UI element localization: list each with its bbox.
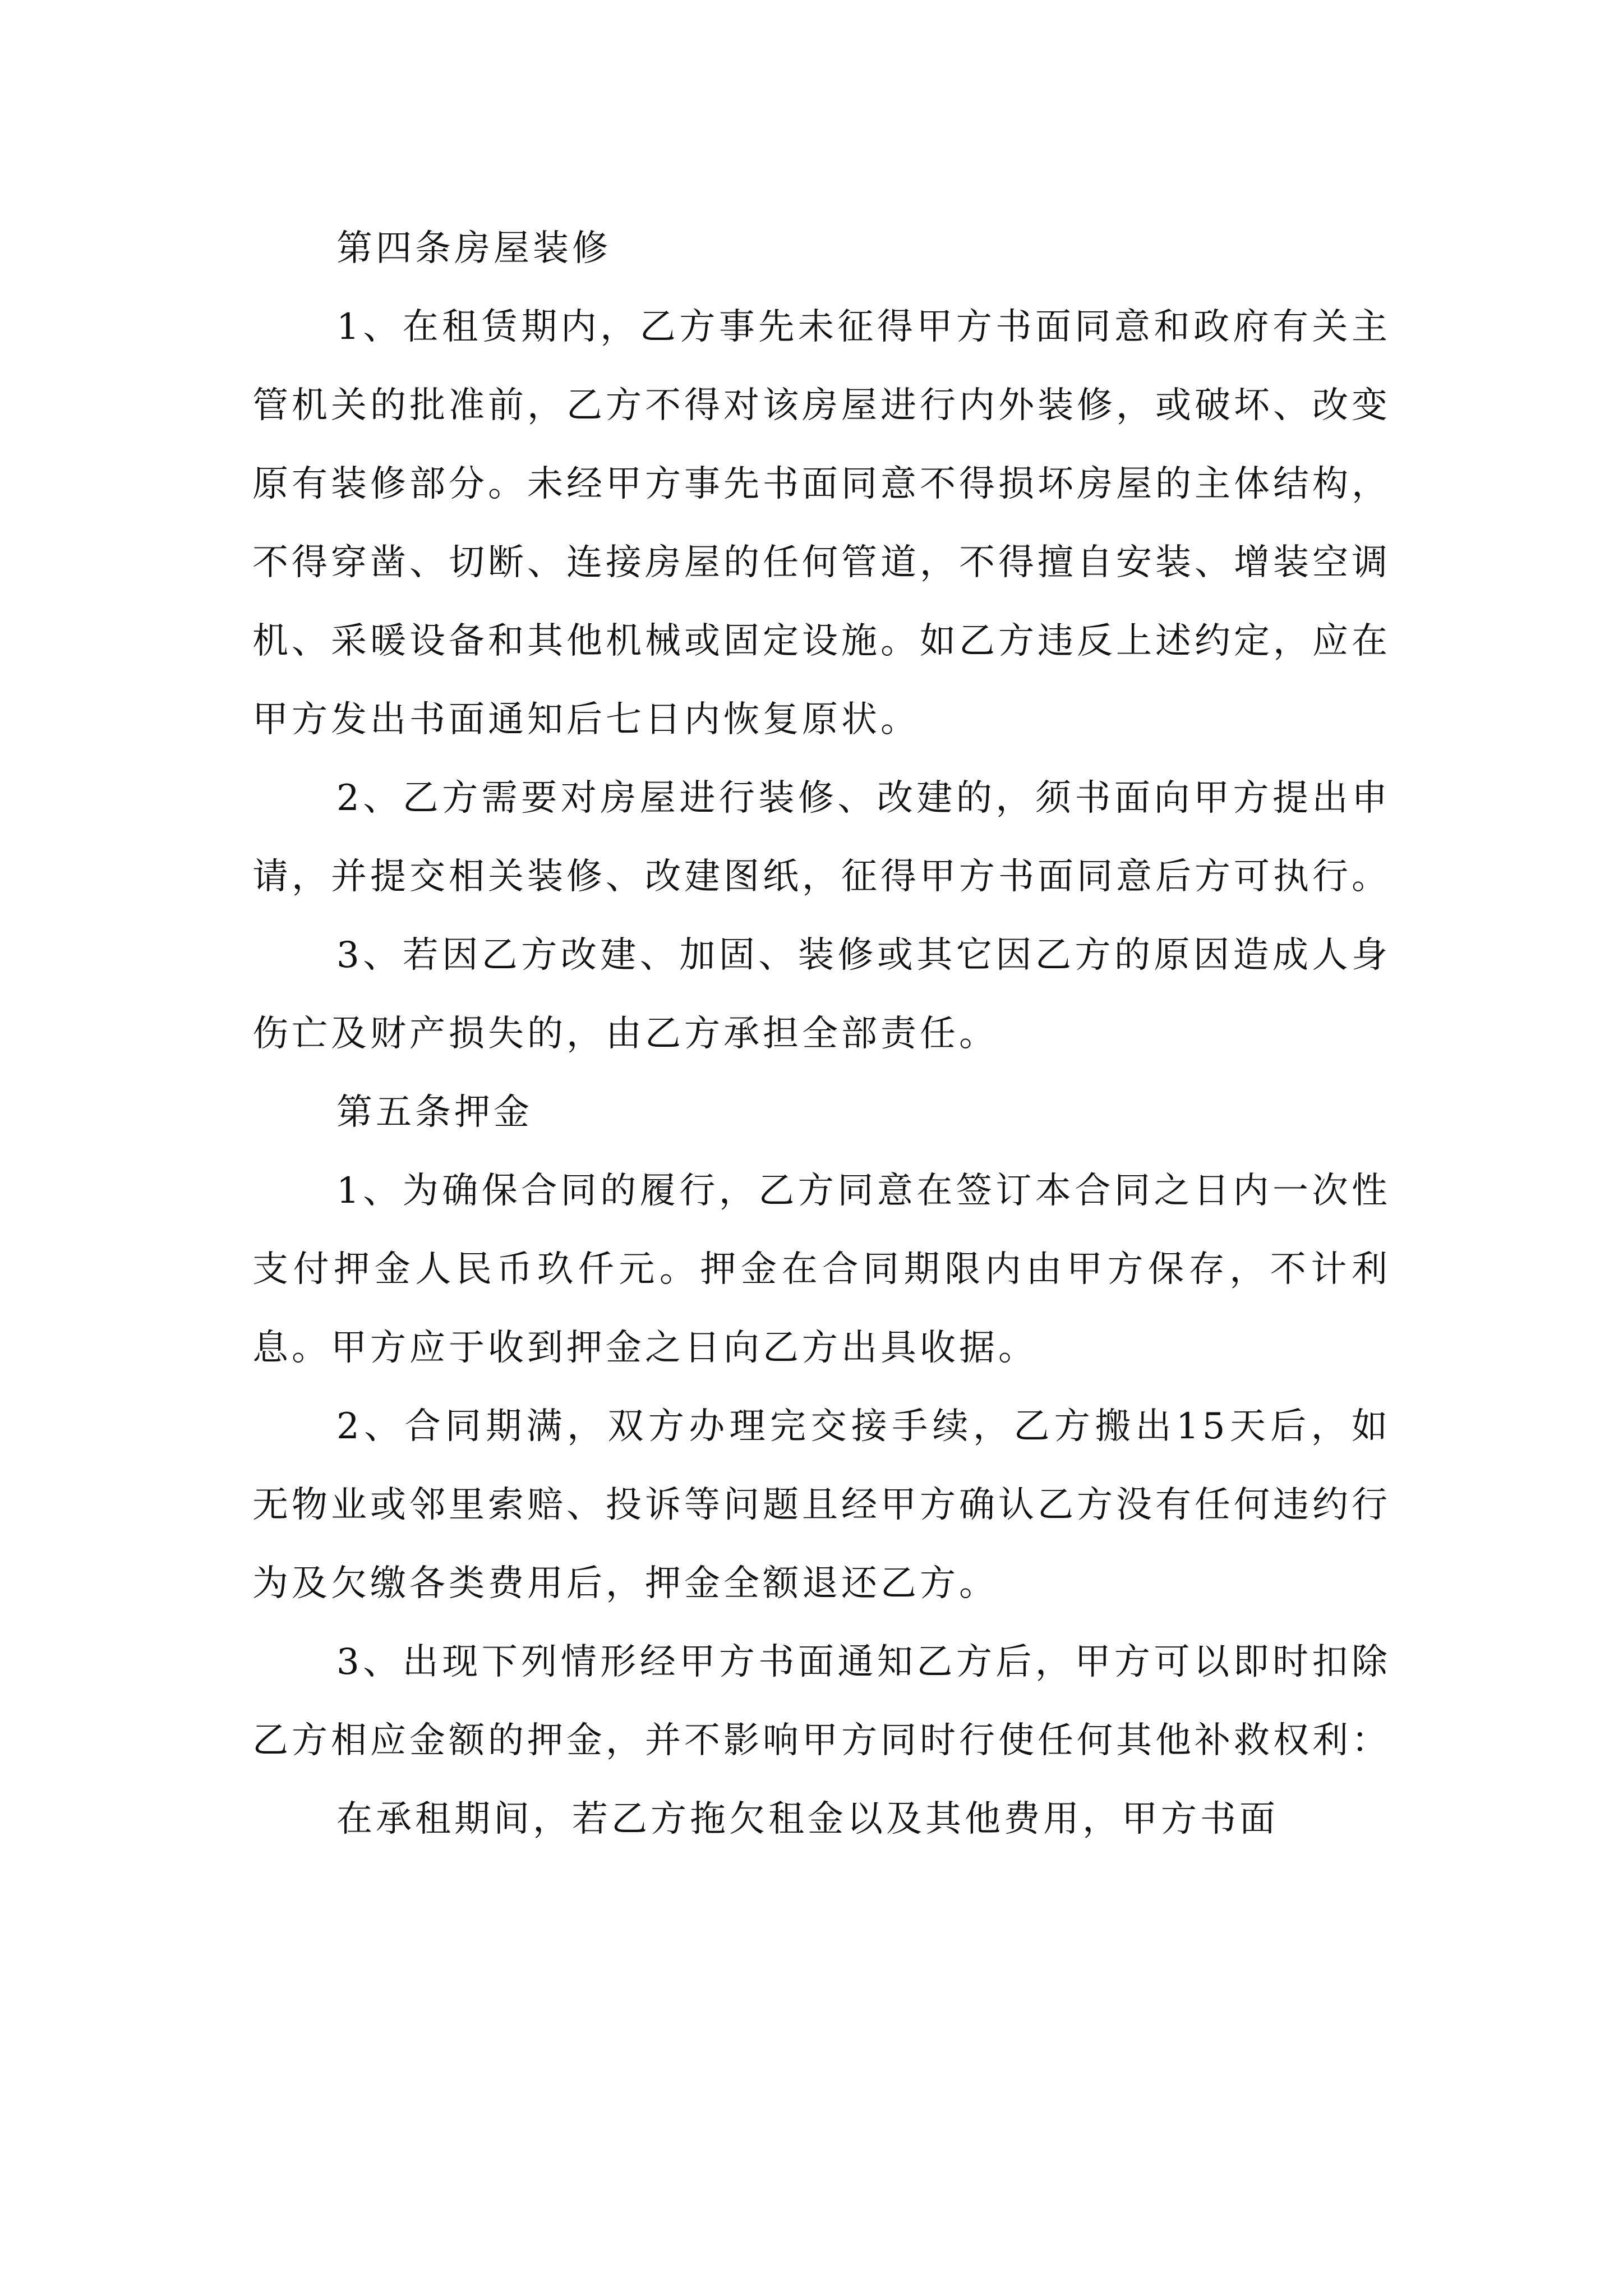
section-5-paragraph-1: 1、为确保合同的履行，乙方同意在签订本合同之日内一次性支付押金人民币玖仟元。押金在合同期限内由甲方保存，不计利息。甲方应于收到押金之日向乙方出具收据。 — [252, 1170, 1391, 1369]
section-5-paragraph-2: 2、合同期满，双方办理完交接手续，乙方搬出15天后，如无物业或邻里索赔、投诉等问题且经甲方确认乙方没有任何违约行为及欠缴各类费用后，押金全额退还乙方。 — [252, 1406, 1391, 1604]
section-4-heading: 第四条房屋装修 — [336, 228, 611, 269]
section-4-paragraph-2: 2、乙方需要对房屋进行装修、改建的，须书面向甲方提出申请，并提交相关装修、改建图纸，征得甲方书面同意后方可执行。 — [252, 777, 1391, 898]
section-5-paragraph-4: 在承租期间，若乙方拖欠租金以及其他费用，甲方书面 — [336, 1798, 1279, 1840]
document-body — [252, 209, 1391, 1858]
section-4-paragraph-3: 3、若因乙方改建、加固、装修或其它因乙方的原因造成人身伤亡及财产损失的，由乙方承担全部责任。 — [252, 935, 1391, 1055]
section-5-heading: 第五条押金 — [336, 1092, 533, 1133]
section-5-paragraph-3: 3、出现下列情形经甲方书面通知乙方后，甲方可以即时扣除乙方相应金额的押金，并不影响甲方同时行使任何其他补救权利： — [252, 1641, 1391, 1761]
section-4-paragraph-1: 1、在租赁期内，乙方事先未征得甲方书面同意和政府有关主管机关的批准前，乙方不得对该房屋进行内外装修，或破坏、改变原有装修部分。未经甲方事先书面同意不得损坏房屋的主体结构，不得穿凿、切断、连接房屋的任何管道，不得擅自安装、增装空调机、采暖设备和其他机械或固定设施。如乙方违反上述约定，应在甲方发出书面通知后七日内恢复原状。 — [252, 306, 1391, 740]
